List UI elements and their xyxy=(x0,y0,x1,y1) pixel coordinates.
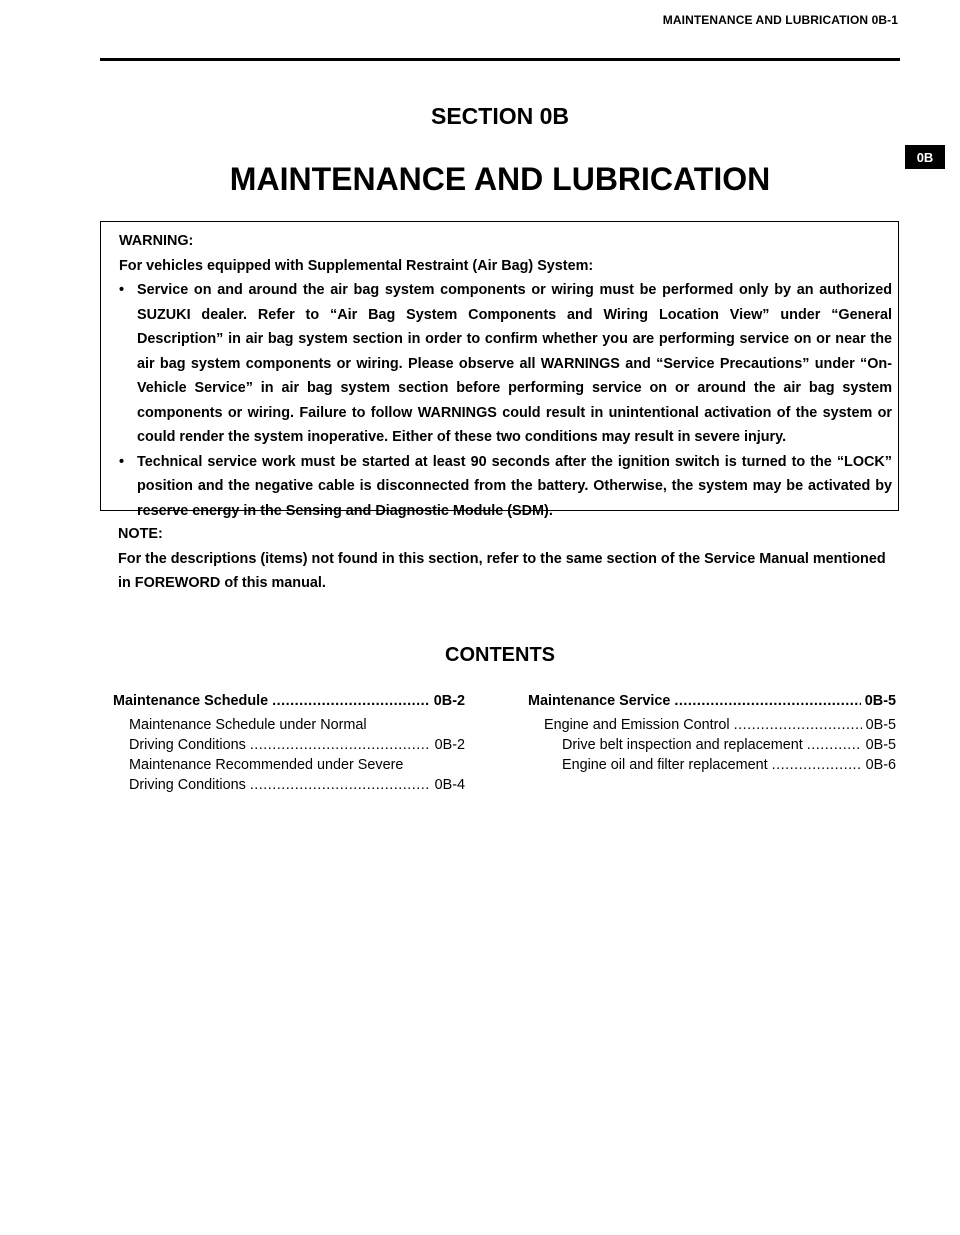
toc-entry-engine-emission[interactable] xyxy=(528,715,896,735)
toc-entry-label: Engine oil and filter replacement xyxy=(562,757,768,773)
toc-entry-page: 0B-2 xyxy=(434,737,465,753)
header-rule xyxy=(100,58,900,61)
note-heading: NOTE: xyxy=(118,526,163,542)
note-block xyxy=(118,522,894,596)
bullet-icon: • xyxy=(119,282,125,298)
running-header: MAINTENANCE AND LUBRICATION 0B-1 xyxy=(662,13,898,27)
toc-left-column xyxy=(113,691,465,795)
section-tab: 0B xyxy=(905,145,945,169)
section-label: SECTION 0B xyxy=(430,103,570,129)
toc-entry-label: Driving Conditions xyxy=(129,737,246,753)
toc-entry-label: Maintenance Schedule xyxy=(113,693,269,709)
toc-entry-page: 0B-5 xyxy=(864,693,896,709)
toc-right-column xyxy=(528,691,896,775)
warning-box xyxy=(100,221,899,519)
warning-bullet xyxy=(119,450,892,524)
toc-leader xyxy=(272,691,430,711)
toc-entry-maintenance-service[interactable] xyxy=(528,691,896,711)
note-text: For the descriptions (items) not found in this section, refer to the same section of the Service Manual mentioned in FOREWORD of this manual. xyxy=(118,550,886,591)
toc-entry-label: Maintenance Recommended under Severe xyxy=(129,757,404,773)
toc-entry-severe-conditions[interactable] xyxy=(113,755,465,795)
warning-intro: For vehicles equipped with Supplemental Restraint (Air Bag) System: xyxy=(119,257,594,274)
warning-bullet-text: Service on and around the air bag system components or wiring must be performed only by an authorized SUZUKI dealer. Refer to “Air Bag System Components and Wiring Location View” under “General Description” in air bag system section in order to confirm whether you are performing service on or near the air bag system components or wiring. Please observe all WARNINGS and “Service Precautions” under “On-Vehicle Service” in air bag system section before performing service on or around the air bag system components or wiring. Failure to follow WARNINGS could result in unintentional activation of the system or could render the system inoperative. Either of these two conditions may result in severe injury. xyxy=(137,282,892,445)
toc-entry-label: Drive belt inspection and replacement xyxy=(562,737,803,753)
toc-entry-label: Maintenance Service xyxy=(528,693,671,709)
toc-leader xyxy=(734,715,862,735)
toc-entry-normal-conditions[interactable] xyxy=(113,715,465,755)
warning-bullet xyxy=(119,278,892,450)
toc-entry-page: 0B-6 xyxy=(865,757,896,773)
toc-leader xyxy=(772,755,862,775)
toc-entry-page: 0B-2 xyxy=(433,693,465,709)
toc-entry-drive-belt[interactable] xyxy=(528,735,896,755)
toc-entry-label: Engine and Emission Control xyxy=(544,717,730,733)
warning-heading: WARNING: xyxy=(119,233,194,249)
toc-entry-page: 0B-5 xyxy=(865,737,896,753)
toc-leader xyxy=(674,691,860,711)
toc-entry-page: 0B-5 xyxy=(865,717,896,733)
warning-bullet-text: Technical service work must be started at least 90 seconds after the ignition switch is turned to the “LOCK” position and the negative cable is disconnected from the battery. Otherwise, the system may be activated by reserve energy in the Sensing and Diagnostic Module (SDM). xyxy=(137,453,892,519)
toc-entry-engine-oil[interactable] xyxy=(528,755,896,775)
toc-entry-label: Driving Conditions xyxy=(129,777,246,793)
toc-leader xyxy=(250,735,431,755)
toc-leader xyxy=(807,735,862,755)
bullet-icon: • xyxy=(119,453,125,470)
page-title: MAINTENANCE AND LUBRICATION xyxy=(229,161,771,197)
contents-title: CONTENTS xyxy=(445,644,555,666)
toc-entry-maintenance-schedule[interactable] xyxy=(113,691,465,711)
toc-entry-page: 0B-4 xyxy=(434,777,465,793)
toc-leader xyxy=(250,775,431,795)
toc-entry-label: Maintenance Schedule under Normal xyxy=(129,717,367,733)
